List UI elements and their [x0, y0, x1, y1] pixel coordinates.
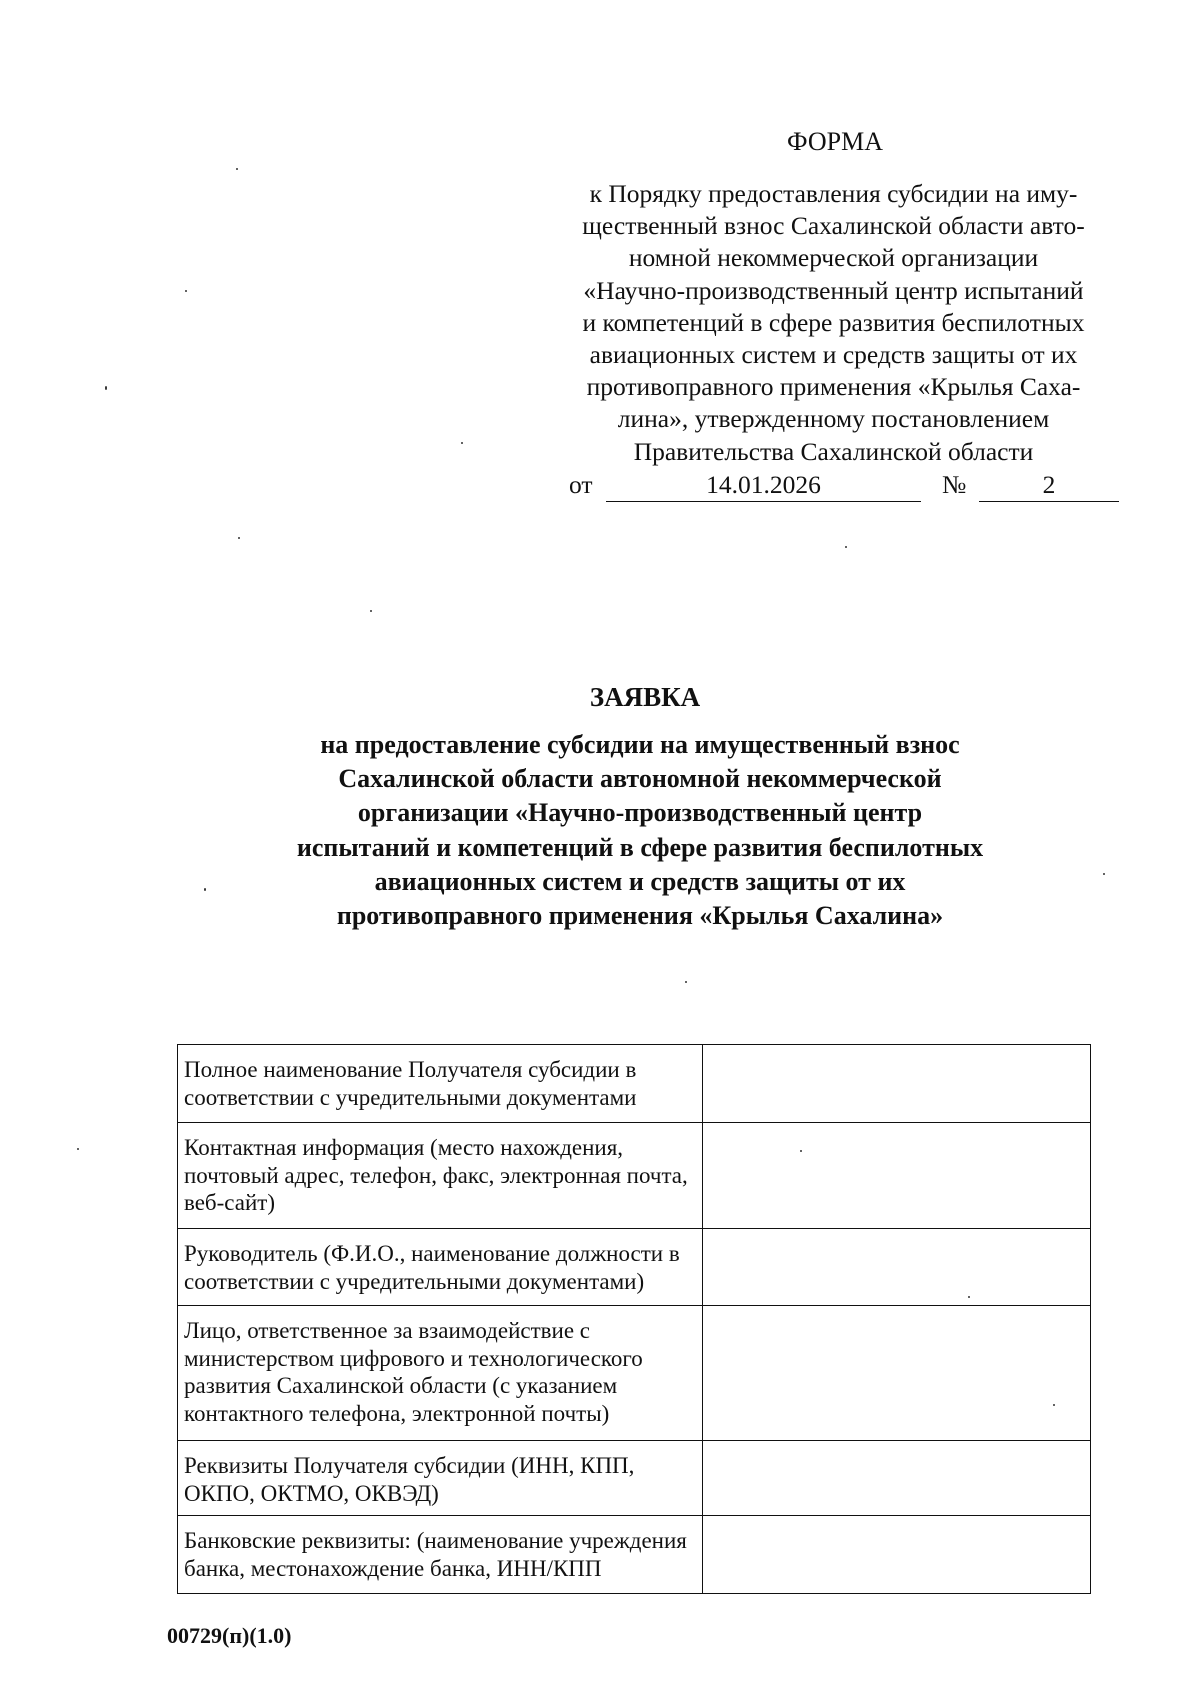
from-label: от — [569, 470, 593, 499]
resolution-date: 14.01.2026 — [606, 470, 921, 502]
row-value — [703, 1229, 1091, 1306]
approval-text-line: к Порядку предоставления субсидии на иму- — [589, 179, 1078, 208]
table-row — [178, 1123, 1091, 1229]
number-sign: № — [942, 470, 967, 499]
approval-text — [556, 178, 1111, 468]
scan-speck — [800, 1150, 802, 1152]
approval-text-line: лина», утвержденному постановлением — [617, 404, 1050, 434]
row-value — [703, 1306, 1091, 1441]
scan-speck — [204, 888, 206, 891]
row-value — [703, 1045, 1091, 1123]
approval-text-line: авиационных систем и средств защиты от их — [589, 340, 1078, 370]
approval-text-line: номной некоммерческой организации — [628, 243, 1039, 273]
row-value — [703, 1441, 1091, 1516]
document-code: 00729(п)(1.0) — [167, 1623, 292, 1648]
scan-speck — [968, 1296, 970, 1298]
row-label: Реквизиты Получателя субсидии (ИНН, КПП, ОКПО, ОКТМО, ОКВЭД) — [178, 1441, 703, 1516]
document-title: ЗАЯВКА — [589, 682, 701, 712]
approval-text-line: Правительства Сахалинской области — [633, 436, 1034, 466]
approval-text-line: «Научно-производственный центр испытаний — [583, 275, 1084, 305]
row-label: Руководитель (Ф.И.О., наименование должности в соответствии с учредительными документами) — [178, 1229, 703, 1306]
approval-text-line: щественный взнос Сахалинской области авто- — [582, 211, 1085, 241]
scan-speck — [185, 290, 187, 292]
application-table — [177, 1044, 1091, 1594]
resolution-date-line — [569, 470, 1119, 506]
resolution-number: 2 — [979, 470, 1119, 502]
row-label: Лицо, ответственное за взаимодействие с министерством цифрового и технологического развития Сахалинской области (с указанием контактного телефона, электронной почты) — [178, 1306, 703, 1441]
scan-speck — [461, 442, 463, 444]
table-row — [178, 1229, 1091, 1306]
form-label: ФОРМА — [787, 127, 883, 156]
scan-speck — [77, 1148, 79, 1150]
table-row — [178, 1516, 1091, 1594]
row-label: Контактная информация (место нахождения, почтовый адрес, телефон, факс, электронная почта, веб-сайт) — [178, 1123, 703, 1229]
row-value — [703, 1516, 1091, 1594]
row-label: Полное наименование Получателя субсидии в соответствии с учредительными документами — [178, 1045, 703, 1123]
approval-text-line: и компетенций в сфере развития беспилотных — [582, 307, 1085, 337]
scan-speck — [845, 546, 847, 548]
table-row — [178, 1045, 1091, 1123]
row-label: Банковские реквизиты: (наименование учреждения банка, местонахождение банка, ИНН/КПП — [178, 1516, 703, 1594]
scan-speck — [236, 168, 238, 170]
row-value — [703, 1123, 1091, 1229]
scan-speck — [685, 981, 687, 983]
scan-speck — [105, 386, 107, 390]
document-subtitle: на предоставление субсидии на имущественный взнос Сахалинской области автономной некоммерческой организации «Научно-производственный центр испытаний и компетенций в сфере развития беспилотных авиационных систем и средств защиты от их противоправного применения «Крылья Сахалина» — [296, 730, 984, 931]
approval-text-line: противоправного применения «Крылья Саха- — [586, 372, 1081, 402]
scan-speck — [1103, 873, 1105, 875]
scan-speck — [238, 537, 240, 539]
table-row — [178, 1441, 1091, 1516]
scan-speck — [370, 610, 372, 612]
table-row — [178, 1306, 1091, 1441]
scan-speck — [1053, 1404, 1055, 1406]
